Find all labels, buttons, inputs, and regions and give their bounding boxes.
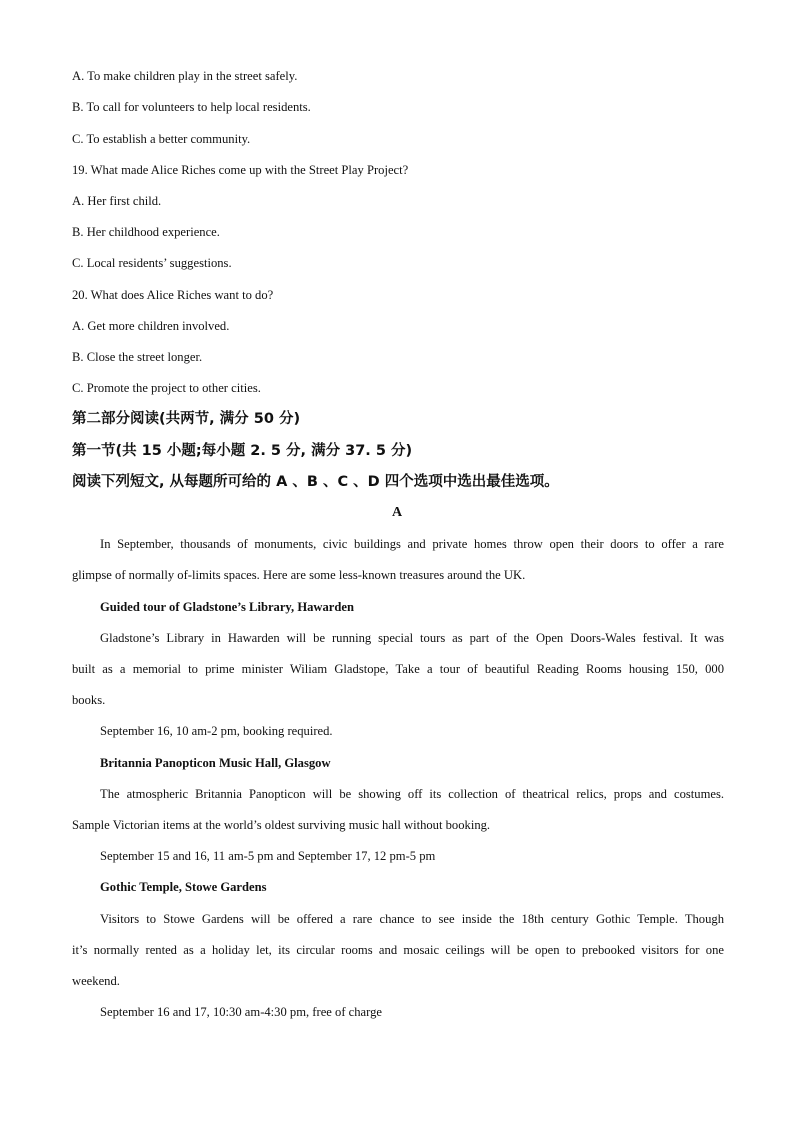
q18-option-b: B. To call for volunteers to help local residents. bbox=[72, 100, 311, 114]
item2-heading: Britannia Panopticon Music Hall, Glasgow bbox=[100, 756, 331, 770]
intro-line-2: glimpse of normally of-limits spaces. Here are some less-known treasures around the UK. bbox=[72, 568, 526, 582]
q18-option-c: C. To establish a better community. bbox=[72, 132, 251, 146]
intro-line-1: In September, thousands of monuments, civic buildings and private homes throw open their doors to offer a rare bbox=[100, 537, 724, 551]
q19-option-c: C. Local residents’ suggestions. bbox=[72, 256, 232, 270]
item2-body-2: Sample Victorian items at the world’s oldest surviving music hall without booking. bbox=[72, 818, 491, 832]
q18-option-a: A. To make children play in the street safely. bbox=[72, 69, 298, 83]
item3-body-2: it’s normally rented as a holiday let, its circular rooms and mosaic ceilings will be open to prebooked visitors for one bbox=[72, 943, 724, 957]
item1-body-1: Gladstone’s Library in Hawarden will be running special tours as part of the Open Doors-Wales festival. It was bbox=[100, 631, 724, 645]
section1-title: 第一节(共 15 小题;每小题 2. 5 分, 满分 37. 5 分) bbox=[72, 443, 413, 459]
q20-option-c: C. Promote the project to other cities. bbox=[72, 381, 261, 395]
item3-time: September 16 and 17, 10:30 am-4:30 pm, free of charge bbox=[100, 1005, 382, 1019]
q20-option-a: A. Get more children involved. bbox=[72, 319, 230, 333]
item2-time: September 15 and 16, 11 am-5 pm and September 17, 12 pm-5 pm bbox=[100, 849, 436, 863]
q20-stem: 20. What does Alice Riches want to do? bbox=[72, 288, 274, 302]
item3-body-1: Visitors to Stowe Gardens will be offered a rare chance to see inside the 18th century Gothic Temple. Though bbox=[100, 912, 724, 926]
q19-option-a: A. Her first child. bbox=[72, 194, 162, 208]
item1-body-2: built as a memorial to prime minister Wiliam Gladstope, Take a tour of beautiful Reading Rooms housing 150, 000 bbox=[72, 662, 724, 676]
item3-body-3: weekend. bbox=[72, 974, 120, 988]
passage-letter: A bbox=[391, 505, 403, 520]
part2-title: 第二部分阅读(共两节, 满分 50 分) bbox=[72, 411, 301, 427]
q19-stem: 19. What made Alice Riches come up with the Street Play Project? bbox=[72, 163, 409, 177]
q19-option-b: B. Her childhood experience. bbox=[72, 225, 220, 239]
instruction: 阅读下列短文, 从每题所可给的 A 、B 、C 、D 四个选项中选出最佳选项。 bbox=[72, 474, 559, 490]
item1-body-3: books. bbox=[72, 693, 106, 707]
item2-body-1: The atmospheric Britannia Panopticon will be showing off its collection of theatrical relics, props and costumes. bbox=[100, 787, 724, 801]
item1-heading: Guided tour of Gladstone’s Library, Hawarden bbox=[100, 600, 354, 614]
item1-time: September 16, 10 am-2 pm, booking required. bbox=[100, 724, 333, 738]
item3-heading: Gothic Temple, Stowe Gardens bbox=[100, 880, 267, 894]
q20-option-b: B. Close the street longer. bbox=[72, 350, 203, 364]
